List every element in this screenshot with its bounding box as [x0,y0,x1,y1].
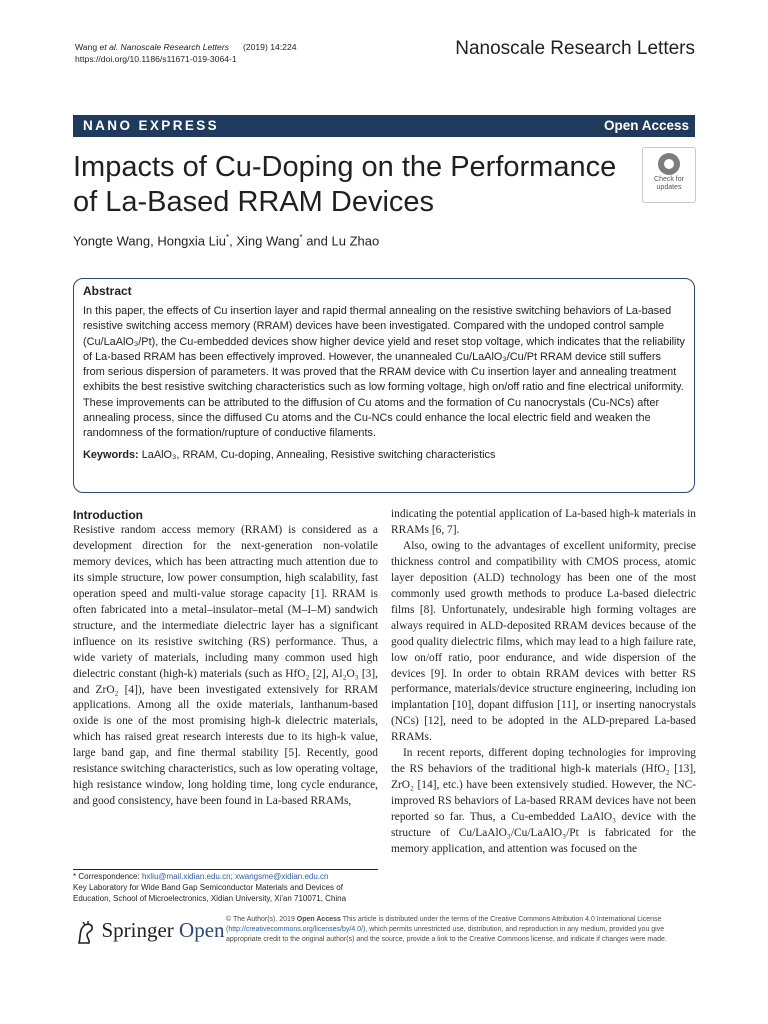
author-3: and Lu Zhao [302,233,380,249]
springer-open: Open [179,918,225,942]
citation-authors: Wang [75,42,100,52]
affiliation: Key Laboratory for Wide Band Gap Semiconductor Materials and Devices of Education, School of Microelectronics, Xidian University, Xi'an 710071, China [73,883,347,903]
update-check-icon [658,153,680,175]
author-2: , Xing Wang [229,233,300,249]
license-text-2: ), which permits unrestricted use, distribution, and reproduction in any medium, provided you give appropriate credit to the original author(s) and the source, provide a link to the Creative Commons license, and indicate if changes were made. [226,926,667,943]
badge-line1: Check for [654,176,684,183]
doi-link[interactable]: https://doi.org/10.1186/s11671-019-3064-1 [75,54,237,64]
abstract-box [73,278,695,493]
springer-open-logo [75,918,225,945]
license-copyright: © The Author(s). 2019 [226,916,297,923]
keywords-label: Keywords: [83,448,139,461]
keywords-list: LaAlO₃, RRAM, Cu-doping, Annealing, Resistive switching characteristics [138,448,496,461]
article-type-label: NANO EXPRESS [83,118,220,133]
license-link[interactable]: http://creativecommons.org/licenses/by/4.0/ [228,926,363,933]
badge-line2: updates [656,183,682,191]
abstract-body: In this paper, the effects of Cu insertion layer and rapid thermal annealing on the resistive switching behaviors of La-based resistive switching access memory (RRAM) devices have been investigated. Compared with the undoped control sample (Cu/LaAlO₃/Pt), the Cu-embedded devices show higher device yield and reset stop voltage, which indicates that the reliability of La-based RRAM has been effectively improved. However, the unannealed Cu/LaAlO₃/Cu/Pt RRAM device still suffers from serious dispersion of parameters. It was proved that the RRAM device with Cu insertion layer and annealing treatment exhibits the best resistive switching characteristics such as low forming voltage, high on/off ratio and fine electrical uniformity. These improvements can be attributed to the diffusion of Cu atoms and the formation of Cu nanocrystals (Cu-NCs) after annealing process, since the diffused Cu atoms and the Cu-NCs could enhance the local electric field and weaken the randomness of the formation/rupture of conductive filaments. [83,305,685,440]
springer-horse-icon [75,921,97,945]
license-text-1: This article is distributed under the terms of the Creative Commons Attribution 4.0 International License ( [226,916,662,933]
journal-name: Nanoscale Research Letters [455,38,695,59]
paragraph-3: Also, owing to the advantages of excellent uniformity, precise thickness control and compatibility with CMOS process, atomic layer deposition (ALD) technology has been one of the most commonly used growth methods to produce La-based dielectric films [8]. Unfortunately, undesirable high forming voltages are always required in ALD-deposited RRAM devices because of the good quality dielectric films, which may lead to a high failure rate, low on/off ratio, poor endurance, and wide dispersion of the devices [9]. In order to obtain RRAM devices with better RS performance, materials/device structure engineering, including ion implantation [10], dopant diffusion [11], or inserting nanocrystals (NCs) [12], need to be adopted in the ALD-prepared La-based RRAMs. [391,539,696,744]
springer-name: Springer [101,918,174,942]
citation-year: (2019) 14:224 [242,42,297,52]
paragraph-1: Resistive random access memory (RRAM) is considered as a development direction for the next-generation non-volatile memory devices, which has been attracting much attention due to its simple structure, low power consumption, high scalability, fast operation speed and multi-value storage capacity [1]. RRAM is often fabricated into a metal–insulator–metal (M–I–M) sandwich structure, and the intermediate dielectric layer has a significant influence on its resistive switching (RS) performance. Thus, a wide variety of materials, including many common used high dielectric constant (high-k) materials (such as HfO₂ [2], Al₂O₃ [3], and ZrO₂ [4]), have been investigated extensively for RRAM applications. Among all the oxide materials, lanthanum-based oxide is one of the most promising high-k dielectric materials, which has raised great research interests due to its high-k value, large band gap, and fine thermal stability [5]. Recently, good resistance switching characteristics, such as low operating voltage, high resistance window, long holding time, long cycle endurance, and good consistency, have been found in La-based RRAMs, [73,524,378,808]
abstract-heading: Abstract [83,284,132,298]
section-heading-introduction: Introduction [73,508,143,522]
author-2-mark: * [299,233,303,242]
author-1-mark: * [225,233,230,242]
body-column-right [391,507,696,858]
license-open-access: Open Access [296,916,341,923]
article-type-banner [73,115,695,137]
article-title: Impacts of Cu-Doping on the Performance of La-Based RRAM Devices [73,151,617,218]
citation-journal: et al. Nanoscale Research Letters [99,42,229,52]
license-statement [226,915,696,945]
author-1: Yongte Wang, Hongxia Liu [73,233,226,249]
header-citation [75,41,297,65]
check-for-updates-badge[interactable] [642,147,696,203]
open-access-label: Open Access [603,118,689,133]
body-column-left [73,507,378,810]
footnote-divider [73,869,378,870]
keywords [83,448,685,463]
correspondence-emails[interactable]: hxliu@mail.xidian.edu.cn; xwangsme@xidian.edu.cn [141,872,329,881]
paragraph-4: In recent reports, different doping technologies for improving the RS behaviors of the traditional high-k materials (HfO₂ [13], ZrO₂ [14], etc.) have been extensively studied. However, the NC-improved RS behaviors of La-based RRAM devices have not been reported so far. Thus, a Cu-embedded LaAlO₃ device with the structure of Cu/LaAlO₃/Cu/LaAlO₃/Pt is fabricated for the memory application, and attention was focused on the [391,747,696,856]
correspondence-footnote [73,871,378,904]
correspondence-label: * Correspondence: [73,872,142,881]
paragraph-2: indicating the potential application of La-based high-k materials in RRAMs [6, 7]. [391,508,696,536]
author-list [73,233,379,248]
